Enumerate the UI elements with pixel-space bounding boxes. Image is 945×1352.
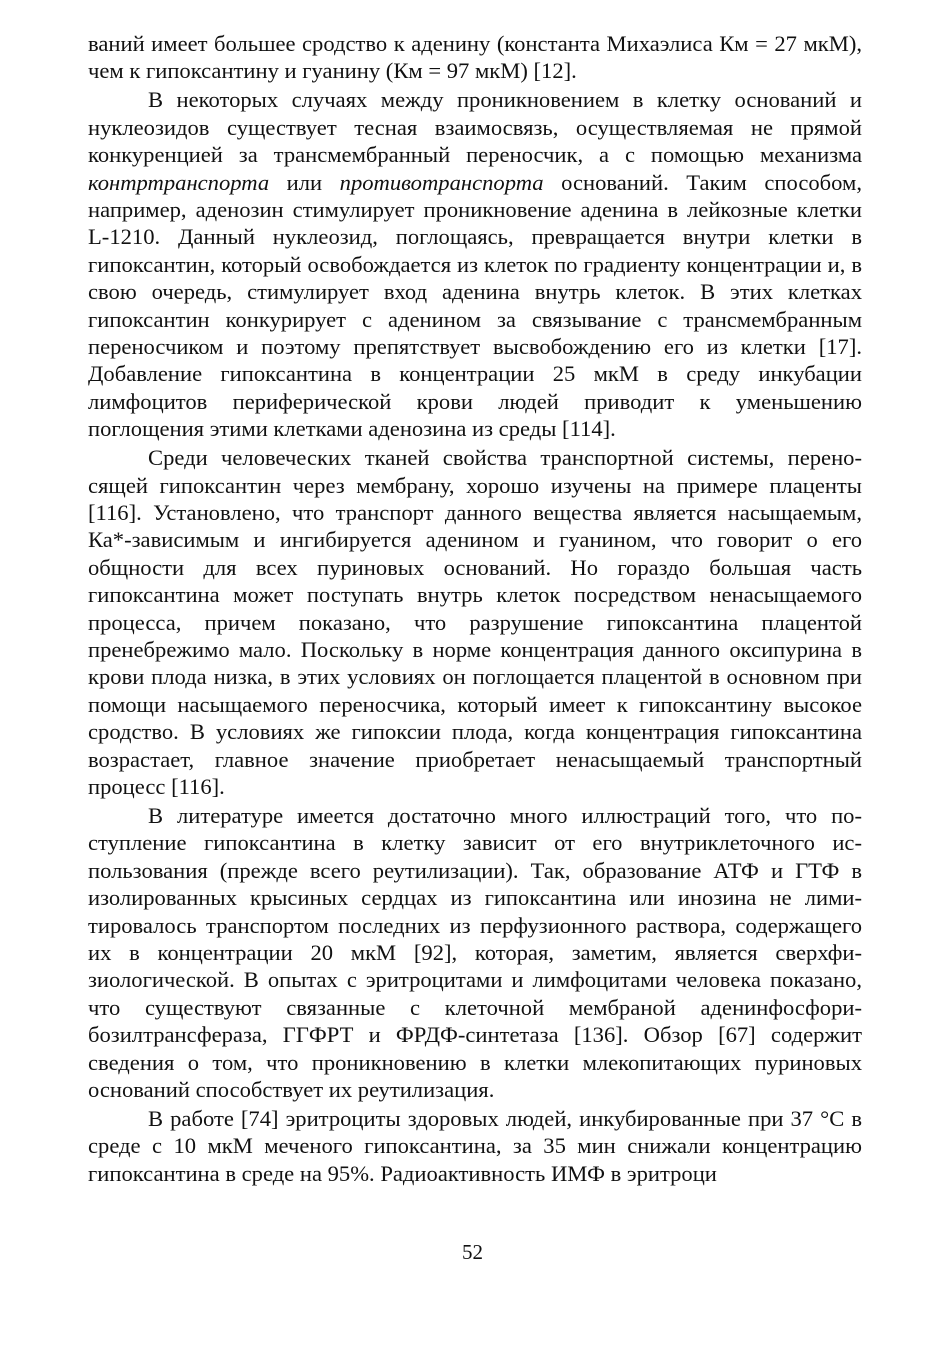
paragraph-2-text-b: или — [269, 169, 340, 195]
page-text-body — [88, 30, 862, 1189]
paragraph-2 — [88, 86, 862, 442]
page-number: 52 — [462, 1240, 483, 1264]
paragraph-1: ваний имеет большее сродство к аденину (константа Михаэлиса Км = 27 мкМ), чем к гипоксантину и гуанину (Км = 97 мкМ) [12]. — [88, 31, 862, 84]
term-antitransport: противотранспорта — [339, 169, 544, 195]
paragraph-5: В работе [74] эритроциты здоровых людей, инкубированные при 37 °С в среде с 10 мкМ меченого гипоксантина, за 35 мин снижали концентрацию гипоксантина в среде на 95%. Радиоактивность ИМФ в эритроци — [88, 1105, 862, 1186]
paragraph-4: В литературе имеется достаточно много иллюстраций того, что поступление гипоксантина в клетку зависит от его внутриклеточного использования (прежде всего реутилизации). Так, образование АТФ и ГТФ в изолированных крысиных сердцах из гипоксантина или инозина не лимитировалось транспортом последних из перфузионного раствора, содержащего их в концентрации 20 мкМ [92], которая, заметим, является сверхфизиологической. В опытах с эритроцитами и лимфоцитами человека показано, что существуют связанные с клеточной мембраной аденинфосфорибозилтрансфераза, ГГФРТ и ФРДФ-синтетаза [136]. Обзор [67] содержит сведения о том, что проникновению в клетки млекопитающих пуриновых оснований способствует их реутилизация. — [88, 802, 862, 1102]
paragraph-2-text-a: В некоторых случаях между проникновением в клетку оснований и нуклеозидов существует тесная взаимосвязь, осуществляемая не прямой конкуренцией за трансмембранный переносчик, а с помощью механизма — [88, 87, 862, 168]
term-countertransport: контртранспорта — [88, 169, 270, 195]
paragraph-2-text-c: оснований. Таким способом, например, аденозин стимулирует проникновение аденина в лейкозные клетки L-1210. Данный нуклеозид, поглощаясь, превращается внутри клетки в гипоксантин, который освобождается из клеток по градиенту концентрации и, в свою очередь, стимулирует вход аденина внутрь клеток. В этих клетках гипоксантин конкурирует с аденином за связывание с трансмембранным переносчиком и поэтому препятствует высвобождению его из клетки [17]. Добавление гипоксантина в концентрации 25 мкМ в среду инкубации лимфоцитов периферической крови людей приводит к уменьшению поглощения этими клетками аденозина из среды [114]. — [88, 169, 862, 442]
paragraph-3: Среди человеческих тканей свойства транспортной системы, переносящей гипоксантин через мембрану, хорошо изучены на примере плаценты [116]. Установлено, что транспорт данного вещества является насыщаемым, Ка*-зависимым и ингибируется аденином и гуанином, что говорит о его общности для всех пуриновых оснований. Но гораздо большая часть гипоксантина может поступать внутрь клеток посредством ненасыщаемого процесса, причем показано, что разрушение гипоксантина плацентой пренебрежимо мало. Поскольку в норме концентрация данного оксипурина в крови плода низка, в этих условиях он поглощается плацентой в основном при помощи насыщаемого переносчика, который имеет к гипоксантину высокое сродство. В условиях же гипоксии плода, когда концентрация гипоксантина возрастает, главное значение приобретает ненасыщаемый транспортный процесс [116]. — [88, 445, 862, 799]
